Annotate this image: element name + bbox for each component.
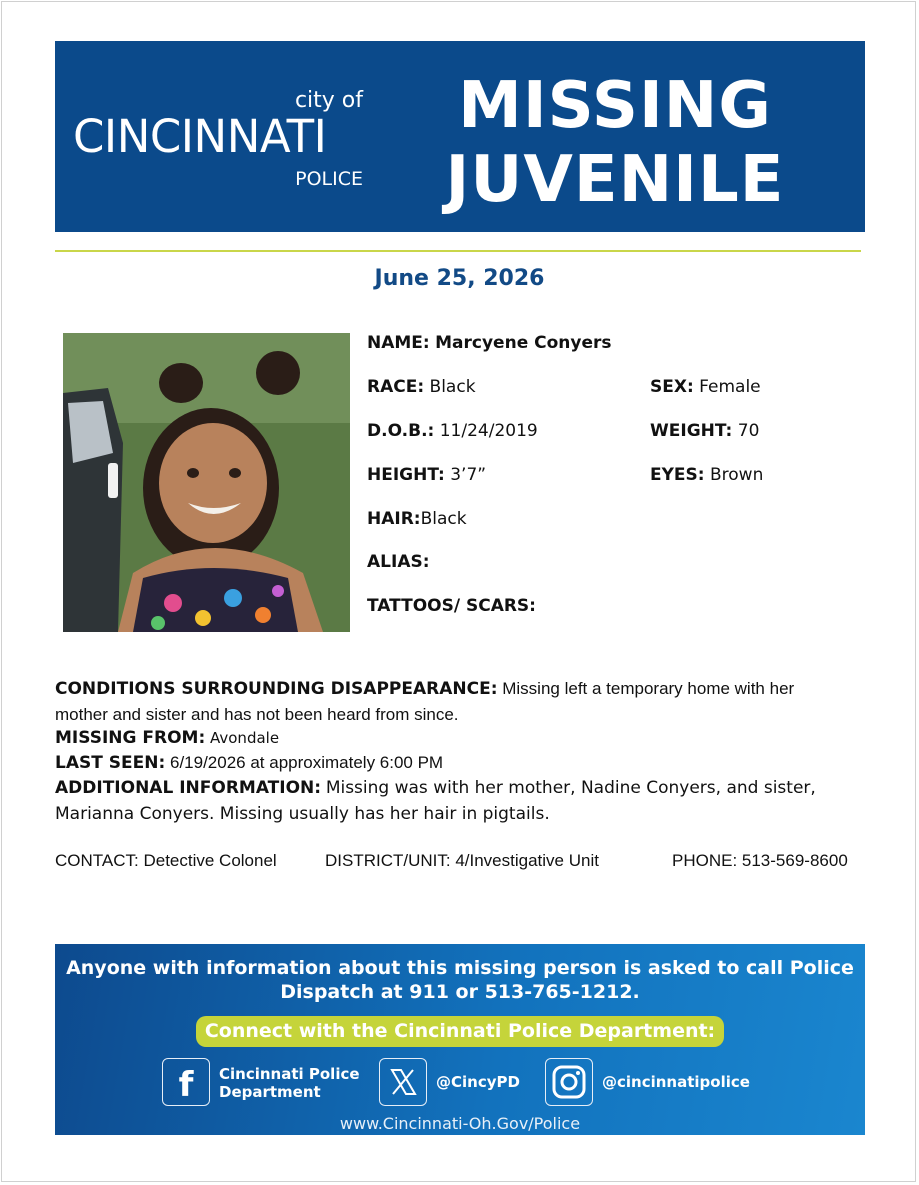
contact-name: CONTACT: Detective Colonel xyxy=(55,851,277,870)
eyes-value: Brown xyxy=(709,465,764,485)
divider-rule xyxy=(55,250,861,252)
hair-field xyxy=(367,509,467,529)
facebook-label-line-2: Department xyxy=(219,1083,321,1101)
bulletin-date: June 25, 2026 xyxy=(374,266,545,291)
website-url[interactable]: www.Cincinnati-Oh.Gov/Police xyxy=(339,1114,581,1133)
race-value: Black xyxy=(429,377,476,397)
eyes-field xyxy=(650,465,763,485)
name-field xyxy=(367,333,612,353)
missing-from-value: Avondale xyxy=(210,729,280,747)
facebook-label-line-1: Cincinnati Police xyxy=(219,1065,360,1083)
additional-line-2: Marianna Conyers. Missing usually has her hair in pigtails. xyxy=(55,804,550,824)
call-line-1: Anyone with information about this missing person is asked to call Police xyxy=(66,957,854,979)
photo-illustration xyxy=(63,333,350,632)
weight-field xyxy=(650,421,759,441)
call-line-2: Dispatch at 911 or 513-765-1212. xyxy=(280,981,640,1003)
connect-banner: Connect with the Cincinnati Police Department: xyxy=(196,1016,724,1047)
height-label: HEIGHT: xyxy=(367,465,445,485)
race-field xyxy=(367,377,476,397)
instagram-handle: @cincinnatipolice xyxy=(602,1073,750,1091)
logo-city-name: CINCINNATI xyxy=(73,110,327,163)
hair-label: HAIR: xyxy=(367,509,421,529)
dob-field xyxy=(367,421,538,441)
dob-value: 11/24/2019 xyxy=(439,421,538,441)
alias-field xyxy=(367,552,430,572)
additional-line-1: Missing was with her mother, Nadine Conyers, and sister, xyxy=(325,778,816,798)
svg-text:f: f xyxy=(178,1065,194,1105)
title-line-2: JUVENILE xyxy=(445,143,785,217)
x-handle: @CincyPD xyxy=(436,1073,520,1091)
weight-label: WEIGHT: xyxy=(650,421,733,441)
missing-from-label: MISSING FROM: xyxy=(55,728,206,748)
contact-phone: PHONE: 513-569-8600 xyxy=(672,851,848,870)
alias-label: ALIAS: xyxy=(367,552,430,572)
conditions-section xyxy=(55,676,855,727)
tattoos-field xyxy=(367,596,536,616)
logo-police: POLICE xyxy=(295,168,363,190)
cincinnati-police-logo xyxy=(73,88,363,193)
missing-from-section xyxy=(55,725,855,751)
last-seen-label: LAST SEEN: xyxy=(55,753,166,773)
x-icon[interactable] xyxy=(379,1058,427,1106)
missing-person-photo xyxy=(63,333,350,632)
instagram-icon[interactable] xyxy=(545,1058,593,1106)
name-value: Marcyene Conyers xyxy=(435,333,612,353)
header-banner xyxy=(55,41,865,232)
logo-city-of: city of xyxy=(294,88,363,113)
sex-value: Female xyxy=(699,377,761,397)
facebook-label xyxy=(219,1065,360,1101)
tattoos-label: TATTOOS/ SCARS: xyxy=(367,596,536,616)
contact-district: DISTRICT/UNIT: 4/Investigative Unit xyxy=(325,851,599,870)
hair-value: Black xyxy=(420,509,467,529)
height-value: 3’7” xyxy=(450,465,487,485)
facebook-icon[interactable] xyxy=(162,1058,210,1106)
conditions-line-2: mother and sister and has not been heard from since. xyxy=(55,705,459,724)
title-line-1: MISSING xyxy=(458,69,772,143)
conditions-label: CONDITIONS SURROUNDING DISAPPEARANCE: xyxy=(55,679,498,699)
weight-value: 70 xyxy=(737,421,760,441)
additional-label: ADDITIONAL INFORMATION: xyxy=(55,778,322,798)
sex-label: SEX: xyxy=(650,377,694,397)
sex-field xyxy=(650,377,761,397)
race-label: RACE: xyxy=(367,377,425,397)
dob-label: D.O.B.: xyxy=(367,421,435,441)
name-label: NAME: xyxy=(367,333,430,353)
last-seen-value: 6/19/2026 at approximately 6:00 PM xyxy=(169,753,444,772)
additional-info-section xyxy=(55,775,855,827)
last-seen-section xyxy=(55,750,855,776)
footer-banner xyxy=(55,944,865,1135)
call-to-action xyxy=(55,956,865,1004)
conditions-line-1: Missing left a temporary home with her xyxy=(502,679,795,698)
height-field xyxy=(367,465,486,485)
page-title xyxy=(435,69,795,217)
eyes-label: EYES: xyxy=(650,465,705,485)
